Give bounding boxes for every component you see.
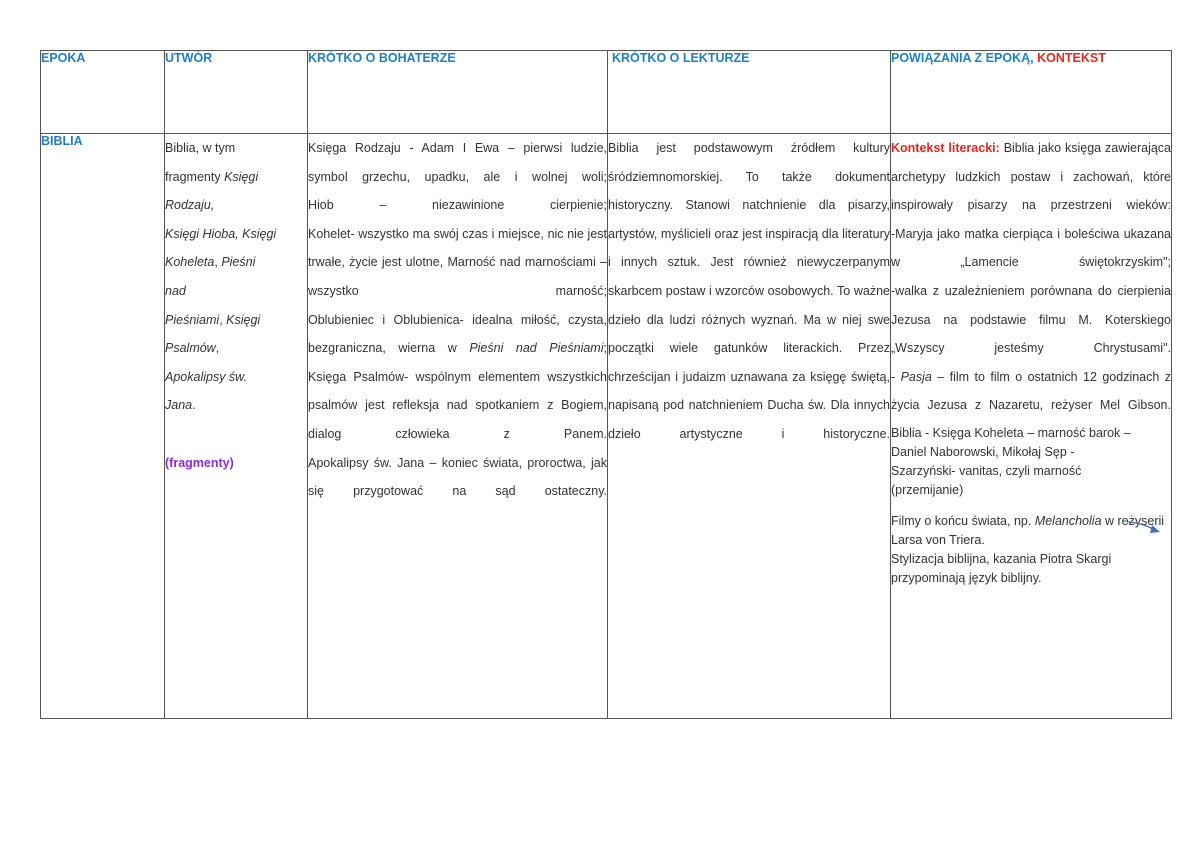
context-label: Kontekst literacki: <box>891 141 1000 155</box>
header-bohater: KRÓTKO O BOHATERZE <box>308 51 608 134</box>
hero-cell: Księga Rodzaju - Adam I Ewa – pierwsi ludzie, symbol grzechu, upadku, ale i wolnej woli; Hiob – niezawinione cierpienie; Kohelet- wszystko ma swój czas i miejsce, nic nie jest trwałe, życie jest ulotne, Marność nad marnościami – wszystko marność; Oblubieniec i Oblubienica- idealna miłość, czysta, bezgraniczna, wierna w Pieśni nad Pieśniami; Księga Psalmów- wspólnym elementem wszystkich psalmów jest refleksja nad spotkaniem z Bogiem, dialog człowieka z Panem. Apokalipsy św. Jana – koniec świata, proroctwa, jak się przygotować na sąd ostateczny. <box>308 134 608 719</box>
table-row <box>41 134 1172 719</box>
header-row <box>41 51 1172 134</box>
arrow-icon <box>1125 519 1165 539</box>
work-cell: Biblia, w tym fragmenty Księgi Rodzaju, Księgi Hioba, Księgi Koheleta, Pieśni nad Pieśniami, Księgi Psalmów, Apokalipsy św. Jana. (fragmenty) <box>165 134 308 719</box>
header-epoka: EPOKA <box>41 51 165 134</box>
header-powiazania: POWIĄZANIA Z EPOKĄ, KONTEKST <box>891 51 1172 134</box>
header-utwor: UTWÓR <box>165 51 308 134</box>
lecture-table <box>40 50 1172 719</box>
header-kontekst: KONTEKST <box>1037 51 1106 65</box>
fragments-label: (fragmenty) <box>165 455 234 470</box>
reading-cell: Biblia jest podstawowym źródłem kultury śródziemnomorskiej. To także dokument historyczny. Stanowi natchnienie dla pisarzy, artystów, myślicieli oraz jest inspiracją dla literatury i innych sztuk. Jest również niewyczerpanym skarbcem postaw i wzorców osobowych. To ważne dzieło dla ludzi różnych wyznań. Ma w niej swe początki wiele gatunków literackich. Przez chrześcijan i judaizm uznawana za księgę świętą, napisaną pod natchnieniem Ducha św. Dla innych dzieło artystyczne i historyczne. <box>608 134 891 719</box>
epoch-cell: BIBLIA <box>41 134 165 719</box>
header-lektura: KRÓTKO O LEKTURZE <box>608 51 891 134</box>
context-cell: Kontekst literacki: Biblia jako księga zawierająca archetypy ludzkich postaw i zachowań, które inspirowały pisarzy na przestrzeni wieków: -Maryja jako matka cierpiąca i boleściwa ukazana w „Lamencie świętokrzyskim"; -walka z uzależnieniem porównana do cierpienia Jezusa na podstawie filmu M. Koterskiego „Wszyscy jesteśmy Chrystusami". - Pasja – film to film o ostatnich 12 godzinach z życia Jezusa z Nazaretu, reżyser Mel Gibson. Biblia - Księga Koheleta – marność barok – Daniel Naborowski, Mikołaj Sęp - Szarzyński- vanitas, czyli marność (przemijanie) Filmy o końcu świata, np. Melancholia w reżyserii Larsa von Triera. Stylizacja biblijna, kazania Piotra Skargi przypominają język biblijny. <box>891 134 1172 719</box>
